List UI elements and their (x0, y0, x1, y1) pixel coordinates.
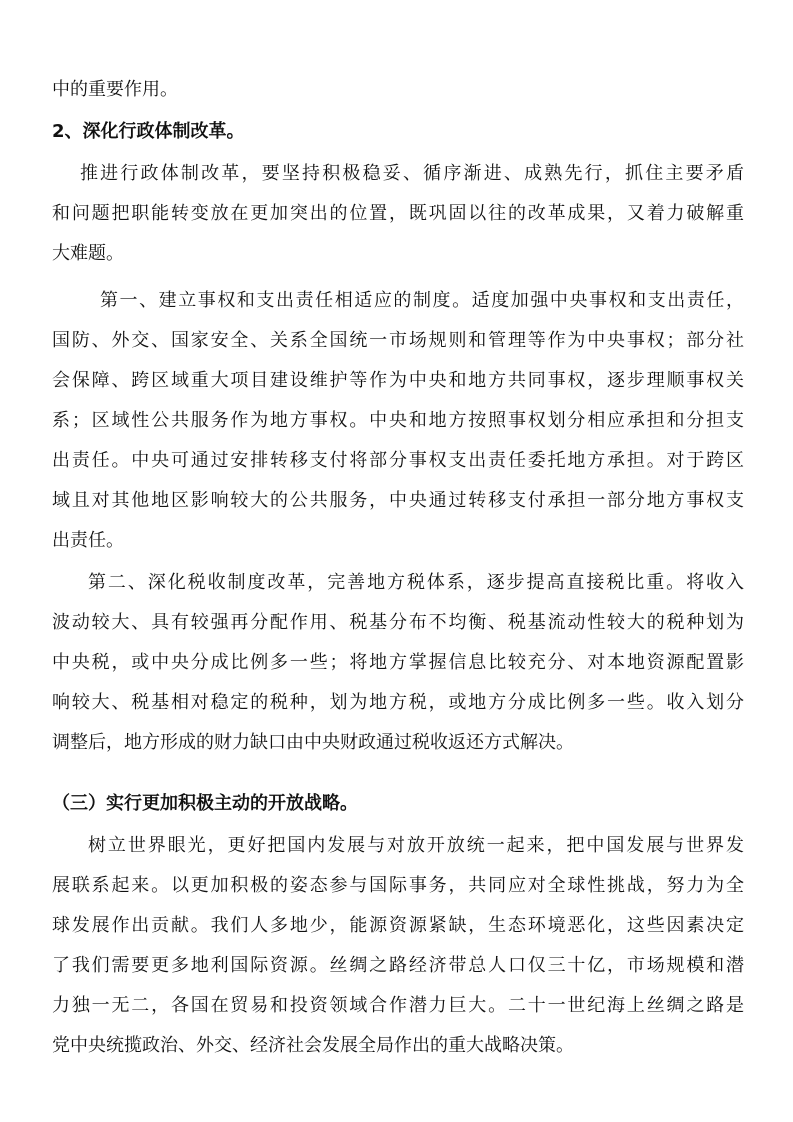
text-line: 和问题把职能转变放在更加突出的位置，既巩固以往的改革成果，又着力破解重 (52, 203, 744, 224)
text-line: 出责任。中央可通过安排转移支付将部分事权支出责任委托地方承担。对于跨区 (52, 450, 744, 471)
text-line: 推进行政体制改革，要坚持积极稳妥、循序渐进、成熟先行，抓住主要矛盾 (80, 163, 744, 184)
text-line: 域且对其他地区影响较大的公共服务，中央通过转移支付承担一部分地方事权支 (52, 490, 744, 511)
text-line: 展联系起来。以更加积极的姿态参与国际事务，共同应对全球性挑战，努力为全 (52, 875, 744, 896)
section-heading: 2、深化行政体制改革。 (52, 121, 245, 142)
text-line: 了我们需要更多地利国际资源。丝绸之路经济带总人口仅三十亿，市场规模和潜 (52, 955, 744, 976)
text-line: 中央税，或中央分成比例多一些；将地方掌握信息比较充分、对本地资源配置影 (52, 652, 744, 673)
text-line: 响较大、税基相对稳定的税种，划为地方税，或地方分成比例多一些。收入划分 (52, 692, 744, 713)
text-line: 大难题。 (52, 243, 124, 264)
text-line: 党中央统揽政治、外交、经济社会发展全局作出的重大战略决策。 (52, 1035, 574, 1056)
text-line: 波动较大、具有较强再分配作用、税基分布不均衡、税基流动性较大的税种划为 (52, 612, 744, 633)
paragraph (52, 160, 744, 268)
text-line: 中的重要作用。 (52, 79, 178, 100)
paragraph (52, 569, 744, 757)
section-heading: （三）实行更加积极主动的开放战略。 (52, 793, 358, 814)
text-line: 出责任。 (52, 530, 124, 551)
text-line: 系；区域性公共服务作为地方事权。中央和地方按照事权划分相应承担和分担支 (52, 410, 744, 431)
paragraph (52, 832, 744, 1060)
text-line: 力独一无二，各国在贸易和投资领域合作潜力巨大。二十一世纪海上丝绸之路是 (52, 995, 744, 1016)
text-line: 树立世界眼光，更好把国内发展与对放开放统一起来，把中国发展与世界发 (88, 835, 744, 856)
text-line: 第一、建立事权和支出责任相适应的制度。适度加强中央事权和支出责任， (100, 290, 744, 311)
text-line: 会保障、跨区域重大项目建设维护等作为中央和地方共同事权，逐步理顺事权关 (52, 370, 744, 391)
text-line: 调整后，地方形成的财力缺口由中央财政通过税收返还方式解决。 (52, 732, 574, 753)
text-line: 球发展作出贡献。我们人多地少，能源资源紧缺，生态环境恶化，这些因素决定 (52, 915, 744, 936)
text-line: 国防、外交、国家安全、关系全国统一市场规则和管理等作为中央事权；部分社 (52, 330, 744, 351)
text-line: 第二、深化税收制度改革，完善地方税体系，逐步提高直接税比重。将收入 (88, 572, 744, 593)
paragraph (52, 287, 744, 555)
